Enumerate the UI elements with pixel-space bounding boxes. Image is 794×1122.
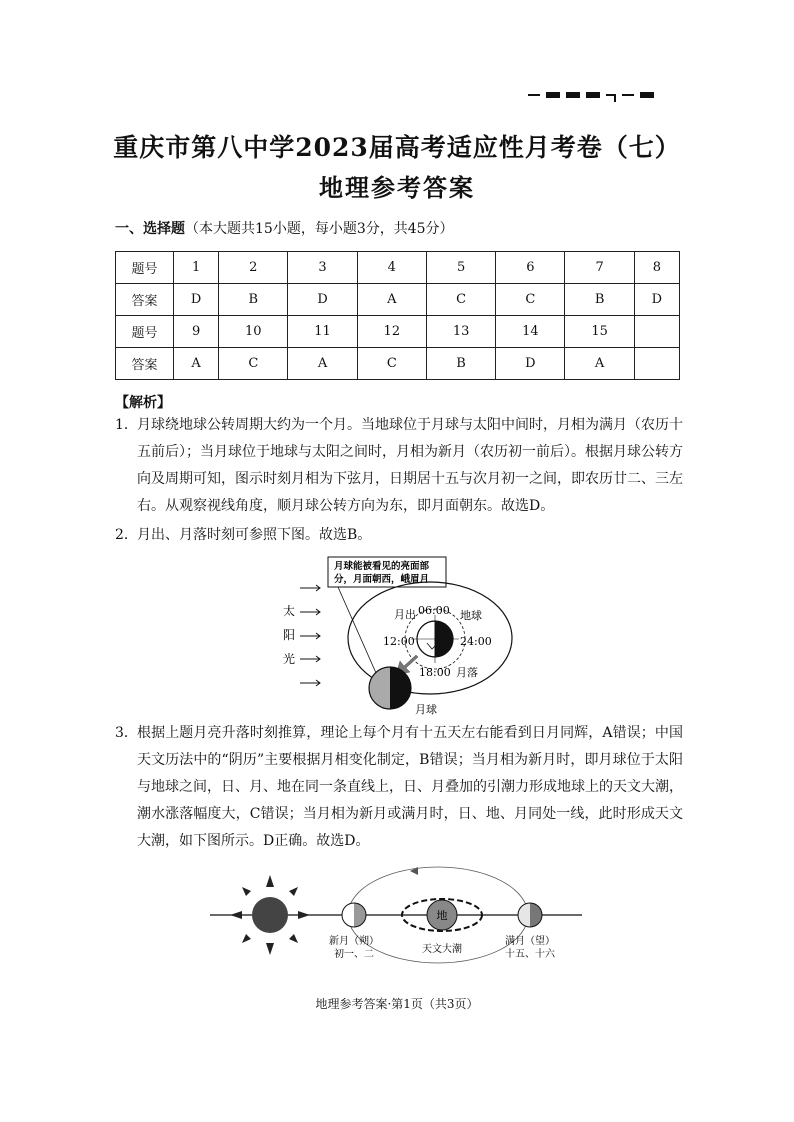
moon-label: 月球 <box>415 703 437 715</box>
table-cell: 13 <box>426 316 495 348</box>
section-heading <box>115 218 454 238</box>
sunlight-label-3: 光 <box>283 652 296 666</box>
analysis-item-3 <box>115 720 683 855</box>
table-cell: A <box>565 348 634 380</box>
table-cell: 3 <box>288 252 357 284</box>
table-cell: 1 <box>174 252 219 284</box>
table-cell: 答案 <box>116 348 174 380</box>
spring-tide-label: 天文大潮 <box>422 944 462 955</box>
full-moon-label: 满月（望） <box>505 936 555 947</box>
answer-table <box>115 251 680 380</box>
table-row <box>116 348 680 380</box>
moon-dark-half <box>390 667 411 709</box>
table-cell: 8 <box>634 252 679 284</box>
table-cell: 6 <box>496 252 565 284</box>
table-cell: A <box>357 284 426 316</box>
table-cell: 15 <box>565 316 634 348</box>
time-2400: 24:00 <box>460 635 492 648</box>
table-cell: C <box>357 348 426 380</box>
table-cell <box>634 316 679 348</box>
table-cell: 4 <box>357 252 426 284</box>
table-cell: 2 <box>219 252 288 284</box>
table-cell: B <box>426 348 495 380</box>
table-cell: D <box>634 284 679 316</box>
section-note: （本大题共15小题，每小题3分，共45分） <box>185 221 454 237</box>
item-number: 1． <box>115 417 138 433</box>
table-cell: B <box>565 284 634 316</box>
table-row <box>116 284 680 316</box>
table-cell: 5 <box>426 252 495 284</box>
item-text: 根据上题月亮升落时刻推算，理论上每个月有十五天左右能看到日月同辉，A错误；中国天文历法中的“阴历”主要根据月相变化制定，B错误；当月相为新月时，即月球位于太阳与地球之间，日、月、地在同一条直线上，日、月叠加的引潮力形成地球上的天文大潮，潮水涨落幅度大，C错误；当月相为新月或满月时，日、地、月同处一线，此时形成天文大潮，如下图所示。D正确。故选D。 <box>137 725 683 849</box>
table-cell: B <box>219 284 288 316</box>
sun-icon <box>252 897 288 933</box>
earth-label: 地 <box>436 909 448 922</box>
analysis-heading: 【解析】 <box>115 395 171 411</box>
table-cell: 题号 <box>116 316 174 348</box>
item-text: 月出、月落时刻可参照下图。故选B。 <box>137 527 372 543</box>
table-row <box>116 316 680 348</box>
moonrise-moonset-diagram <box>280 555 520 715</box>
table-cell: 12 <box>357 316 426 348</box>
moonset-label: 月落 <box>456 666 478 679</box>
table-cell: 答案 <box>116 284 174 316</box>
sunlight-label-2: 阳 <box>283 628 296 642</box>
analysis-item-2 <box>115 522 683 549</box>
orbit-direction-icon <box>410 867 418 875</box>
analysis-item-1 <box>115 412 683 520</box>
full-moon-dates: 十五、十六 <box>505 949 555 960</box>
table-cell: D <box>496 348 565 380</box>
table-cell: 9 <box>174 316 219 348</box>
moon-lit-half <box>369 667 390 709</box>
table-cell: 11 <box>288 316 357 348</box>
table-cell: D <box>174 284 219 316</box>
table-cell <box>634 348 679 380</box>
table-cell: A <box>288 348 357 380</box>
table-cell: A <box>174 348 219 380</box>
header-decoration <box>528 88 654 102</box>
table-cell: C <box>426 284 495 316</box>
time-0600: 06:00 <box>418 604 450 617</box>
callout-line-1: 月球能被看见的亮面部 <box>334 561 430 572</box>
table-cell: 14 <box>496 316 565 348</box>
table-cell: 10 <box>219 316 288 348</box>
callout-line-2: 分，月面朝西，峨眉月 <box>334 574 430 585</box>
new-moon-dates: 初一、二 <box>334 949 374 960</box>
table-cell: 7 <box>565 252 634 284</box>
table-cell: D <box>288 284 357 316</box>
table-cell: C <box>219 348 288 380</box>
table-cell: 题号 <box>116 252 174 284</box>
time-1800: 18:00 <box>419 666 451 679</box>
section-label: 一、选择题 <box>115 221 185 237</box>
table-row <box>116 252 680 284</box>
earth-label: 地球 <box>460 609 482 622</box>
page-title: 重庆市第八中学2023届高考适应性月考卷（七） <box>113 133 681 162</box>
page-subtitle: 地理参考答案 <box>319 173 475 202</box>
new-moon-label: 新月（朔） <box>329 936 379 947</box>
time-1200: 12:00 <box>383 635 415 648</box>
table-cell: C <box>496 284 565 316</box>
page-footer: 地理参考答案·第1页（共3页） <box>315 997 479 1011</box>
sunlight-label-1: 太 <box>283 604 296 618</box>
item-number: 3． <box>115 725 138 741</box>
item-number: 2． <box>115 527 138 543</box>
moonrise-label: 月出 <box>394 608 416 621</box>
spring-tide-diagram <box>210 860 590 965</box>
sunlight-arrows <box>300 585 320 686</box>
item-text: 月球绕地球公转周期大约为一个月。当地球位于月球与太阳中间时，月相为满月（农历十五前后）；当月球位于地球与太阳之间时，月相为新月（农历初一前后）。根据月球公转方向及周期可知，图示时刻月相为下弦月，日期居十五与次月初一之间，即农历廿二、三左右。从观察视线角度，顺月球公转方向为东，即月面朝东。故选D。 <box>137 417 683 514</box>
